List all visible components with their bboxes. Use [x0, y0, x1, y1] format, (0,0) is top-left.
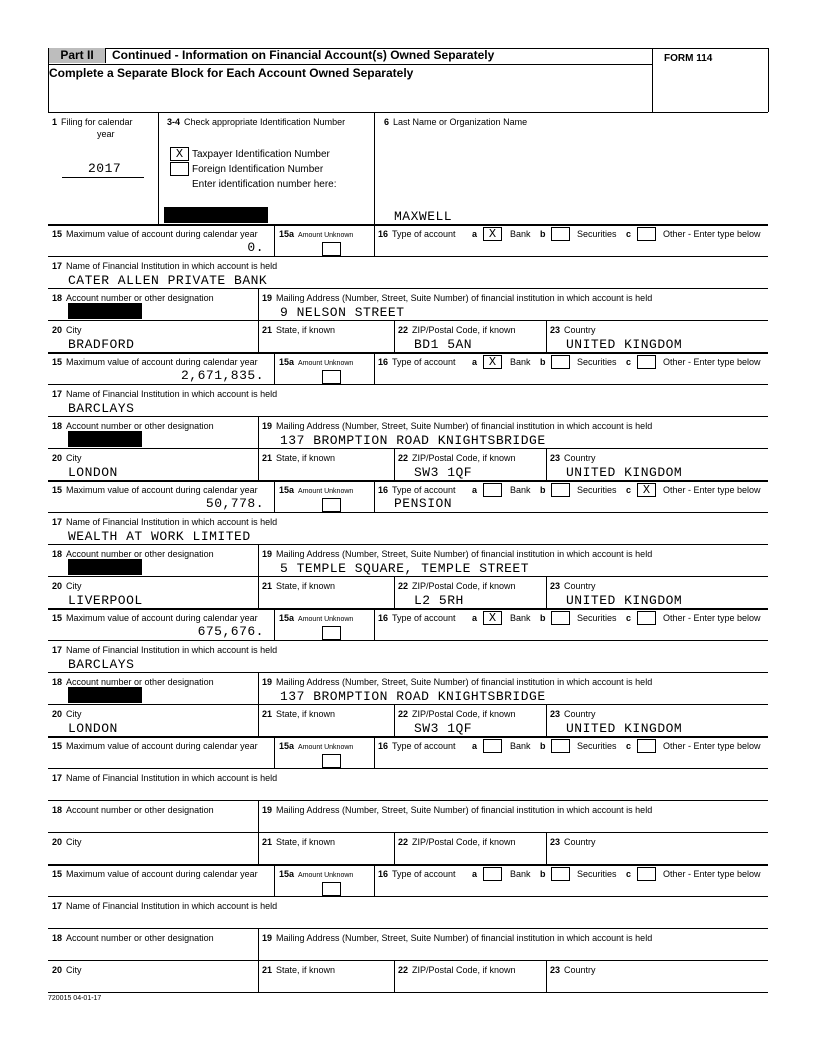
securities-checkbox[interactable] [551, 739, 570, 753]
state-label: 21 State, if known [262, 837, 336, 847]
country-label: 23 Country [550, 581, 596, 591]
state-label: 21 State, if known [262, 581, 336, 591]
mailing-address-label: 19 Mailing Address (Number, Street, Suite Number) of financial institution in which account is held [262, 293, 653, 303]
securities-checkbox[interactable] [551, 867, 570, 881]
city-value: BRADFORD [68, 337, 135, 352]
mailing-address: 137 BROMPTION ROAD KNIGHTSBRIDGE [280, 689, 546, 704]
account-number-label: 18 Account number or other designation [52, 549, 214, 559]
type-a-letter: a [472, 357, 478, 367]
mailing-address-label: 19 Mailing Address (Number, Street, Suite Number) of financial institution in which account is held [262, 933, 653, 943]
other-checkbox[interactable] [637, 611, 656, 625]
securities-label: Securities [577, 229, 617, 239]
part-label: Part II [49, 48, 106, 63]
type-b-letter: b [540, 485, 546, 495]
max-value-label: 15 Maximum value of account during calendar year [52, 613, 258, 623]
country-label: 23 Country [550, 453, 596, 463]
redacted-account-number [68, 687, 142, 703]
city-label: 20 City [52, 453, 82, 463]
type-a-letter: a [472, 741, 478, 751]
other-checkbox[interactable] [637, 867, 656, 881]
amount-unknown-checkbox[interactable] [322, 754, 341, 768]
other-type-value: PENSION [394, 496, 453, 511]
amount-unknown-checkbox[interactable] [322, 882, 341, 896]
city-label: 20 City [52, 965, 82, 975]
city-value: LONDON [68, 465, 118, 480]
amount-unknown-label: 15a Amount Unknown [279, 485, 354, 495]
country-value: UNITED KINGDOM [566, 721, 683, 736]
enter-id-label: Enter identification number here: [192, 179, 337, 190]
filing-year-label: 1 Filing for calendar [52, 117, 133, 127]
amount-unknown-label: 15a Amount Unknown [279, 613, 354, 623]
max-value-label: 15 Maximum value of account during calendar year [52, 485, 258, 495]
type-a-letter: a [472, 869, 478, 879]
account-type-label: 16 Type of account [378, 357, 456, 367]
amount-unknown-checkbox[interactable] [322, 498, 341, 512]
bank-checkbox[interactable] [483, 867, 502, 881]
bank-checkbox[interactable]: X [483, 611, 502, 625]
institution-label: 17 Name of Financial Institution in which account is held [52, 389, 278, 399]
bank-label: Bank [510, 869, 531, 879]
form-number: FORM 114 [664, 53, 713, 64]
city-value: LIVERPOOL [68, 593, 143, 608]
bank-label: Bank [510, 485, 531, 495]
type-c-letter: c [626, 741, 632, 751]
max-value: 0. [247, 240, 264, 255]
country-label: 23 Country [550, 837, 596, 847]
zip-value: BD1 5AN [414, 337, 473, 352]
type-c-letter: c [626, 869, 632, 879]
type-c-letter: c [626, 613, 632, 623]
bank-label: Bank [510, 229, 531, 239]
account-number-label: 18 Account number or other designation [52, 933, 214, 943]
type-a-letter: a [472, 613, 478, 623]
state-label: 21 State, if known [262, 965, 336, 975]
account-number-label: 18 Account number or other designation [52, 421, 214, 431]
amount-unknown-checkbox[interactable] [322, 626, 341, 640]
zip-label: 22 ZIP/Postal Code, if known [398, 837, 516, 847]
account-type-label: 16 Type of account [378, 485, 456, 495]
zip-label: 22 ZIP/Postal Code, if known [398, 325, 516, 335]
other-checkbox[interactable]: X [637, 483, 656, 497]
account-number-label: 18 Account number or other designation [52, 293, 214, 303]
account-type-label: 16 Type of account [378, 741, 456, 751]
max-value: 675,676. [197, 624, 264, 639]
account-number-label: 18 Account number or other designation [52, 677, 214, 687]
amount-unknown-label: 15a Amount Unknown [279, 869, 354, 879]
bank-checkbox[interactable] [483, 739, 502, 753]
type-b-letter: b [540, 229, 546, 239]
zip-label: 22 ZIP/Postal Code, if known [398, 965, 516, 975]
bank-label: Bank [510, 357, 531, 367]
zip-label: 22 ZIP/Postal Code, if known [398, 709, 516, 719]
tin-label: Taxpayer Identification Number [192, 149, 330, 160]
type-b-letter: b [540, 613, 546, 623]
id-number-label: 3-4 Check appropriate Identification Number [167, 117, 346, 127]
securities-checkbox[interactable] [551, 611, 570, 625]
other-checkbox[interactable] [637, 227, 656, 241]
country-value: UNITED KINGDOM [566, 337, 683, 352]
mailing-address: 9 NELSON STREET [280, 305, 405, 320]
foreign-id-label: Foreign Identification Number [192, 164, 324, 175]
institution-name: CATER ALLEN PRIVATE BANK [68, 273, 268, 288]
last-name-label: 6 Last Name or Organization Name [384, 117, 528, 127]
zip-value: SW3 1QF [414, 465, 473, 480]
account-type-label: 16 Type of account [378, 613, 456, 623]
city-label: 20 City [52, 709, 82, 719]
amount-unknown-label: 15a Amount Unknown [279, 357, 354, 367]
mailing-address: 5 TEMPLE SQUARE, TEMPLE STREET [280, 561, 530, 576]
country-label: 23 Country [550, 965, 596, 975]
securities-checkbox[interactable] [551, 227, 570, 241]
other-label: Other - Enter type below [663, 613, 761, 623]
amount-unknown-checkbox[interactable] [322, 242, 341, 256]
other-checkbox[interactable] [637, 739, 656, 753]
other-label: Other - Enter type below [663, 485, 761, 495]
foreign-id-checkbox[interactable] [170, 162, 189, 176]
city-value: LONDON [68, 721, 118, 736]
bank-label: Bank [510, 741, 531, 751]
securities-checkbox[interactable] [551, 483, 570, 497]
filing-year-value: 2017 [88, 161, 122, 176]
institution-label: 17 Name of Financial Institution in which account is held [52, 645, 278, 655]
redacted-account-number [68, 559, 142, 575]
institution-label: 17 Name of Financial Institution in which account is held [52, 901, 278, 911]
max-value-label: 15 Maximum value of account during calendar year [52, 229, 258, 239]
zip-label: 22 ZIP/Postal Code, if known [398, 581, 516, 591]
redacted-account-number [68, 303, 142, 319]
bank-label: Bank [510, 613, 531, 623]
amount-unknown-label: 15a Amount Unknown [279, 229, 354, 239]
securities-checkbox[interactable] [551, 355, 570, 369]
other-label: Other - Enter type below [663, 357, 761, 367]
type-c-letter: c [626, 357, 632, 367]
type-b-letter: b [540, 869, 546, 879]
amount-unknown-checkbox[interactable] [322, 370, 341, 384]
institution-label: 17 Name of Financial Institution in which account is held [52, 261, 278, 271]
max-value: 2,671,835. [180, 368, 264, 383]
account-number-label: 18 Account number or other designation [52, 805, 214, 815]
redacted-account-number [68, 431, 142, 447]
state-label: 21 State, if known [262, 453, 336, 463]
type-b-letter: b [540, 357, 546, 367]
mailing-address: 137 BROMPTION ROAD KNIGHTSBRIDGE [280, 433, 546, 448]
max-value-label: 15 Maximum value of account during calendar year [52, 357, 258, 367]
form-footer-code: 720015 04-01-17 [48, 995, 102, 1002]
type-a-letter: a [472, 485, 478, 495]
other-label: Other - Enter type below [663, 229, 761, 239]
type-b-letter: b [540, 741, 546, 751]
bank-checkbox[interactable]: X [483, 355, 502, 369]
other-label: Other - Enter type below [663, 869, 761, 879]
securities-label: Securities [577, 869, 617, 879]
mailing-address-label: 19 Mailing Address (Number, Street, Suite Number) of financial institution in which account is held [262, 549, 653, 559]
tin-checkbox[interactable]: X [170, 147, 189, 161]
zip-value: L2 5RH [414, 593, 464, 608]
mailing-address-label: 19 Mailing Address (Number, Street, Suite Number) of financial institution in which account is held [262, 421, 653, 431]
state-label: 21 State, if known [262, 709, 336, 719]
institution-name: BARCLAYS [68, 401, 135, 416]
country-label: 23 Country [550, 325, 596, 335]
state-label: 21 State, if known [262, 325, 336, 335]
institution-name: WEALTH AT WORK LIMITED [68, 529, 251, 544]
institution-name: BARCLAYS [68, 657, 135, 672]
type-c-letter: c [626, 229, 632, 239]
city-label: 20 City [52, 837, 82, 847]
redacted-id [164, 207, 268, 223]
bank-checkbox[interactable] [483, 483, 502, 497]
last-name-value: MAXWELL [394, 209, 453, 224]
account-type-label: 16 Type of account [378, 229, 456, 239]
max-value-label: 15 Maximum value of account during calendar year [52, 741, 258, 751]
zip-value: SW3 1QF [414, 721, 473, 736]
mailing-address-label: 19 Mailing Address (Number, Street, Suite Number) of financial institution in which account is held [262, 677, 653, 687]
part-title: Continued - Information on Financial Account(s) Owned Separately [112, 48, 495, 62]
zip-label: 22 ZIP/Postal Code, if known [398, 453, 516, 463]
part-subtitle: Complete a Separate Block for Each Account Owned Separately [49, 66, 414, 80]
securities-label: Securities [577, 357, 617, 367]
institution-label: 17 Name of Financial Institution in which account is held [52, 773, 278, 783]
other-label: Other - Enter type below [663, 741, 761, 751]
country-label: 23 Country [550, 709, 596, 719]
max-value: 50,778. [205, 496, 264, 511]
city-label: 20 City [52, 581, 82, 591]
bank-checkbox[interactable]: X [483, 227, 502, 241]
other-checkbox[interactable] [637, 355, 656, 369]
type-c-letter: c [626, 485, 632, 495]
city-label: 20 City [52, 325, 82, 335]
amount-unknown-label: 15a Amount Unknown [279, 741, 354, 751]
max-value-label: 15 Maximum value of account during calendar year [52, 869, 258, 879]
mailing-address-label: 19 Mailing Address (Number, Street, Suite Number) of financial institution in which account is held [262, 805, 653, 815]
institution-label: 17 Name of Financial Institution in which account is held [52, 517, 278, 527]
account-type-label: 16 Type of account [378, 869, 456, 879]
type-a-letter: a [472, 229, 478, 239]
filing-year-label-b: year [97, 129, 115, 139]
country-value: UNITED KINGDOM [566, 465, 683, 480]
securities-label: Securities [577, 741, 617, 751]
securities-label: Securities [577, 613, 617, 623]
country-value: UNITED KINGDOM [566, 593, 683, 608]
securities-label: Securities [577, 485, 617, 495]
